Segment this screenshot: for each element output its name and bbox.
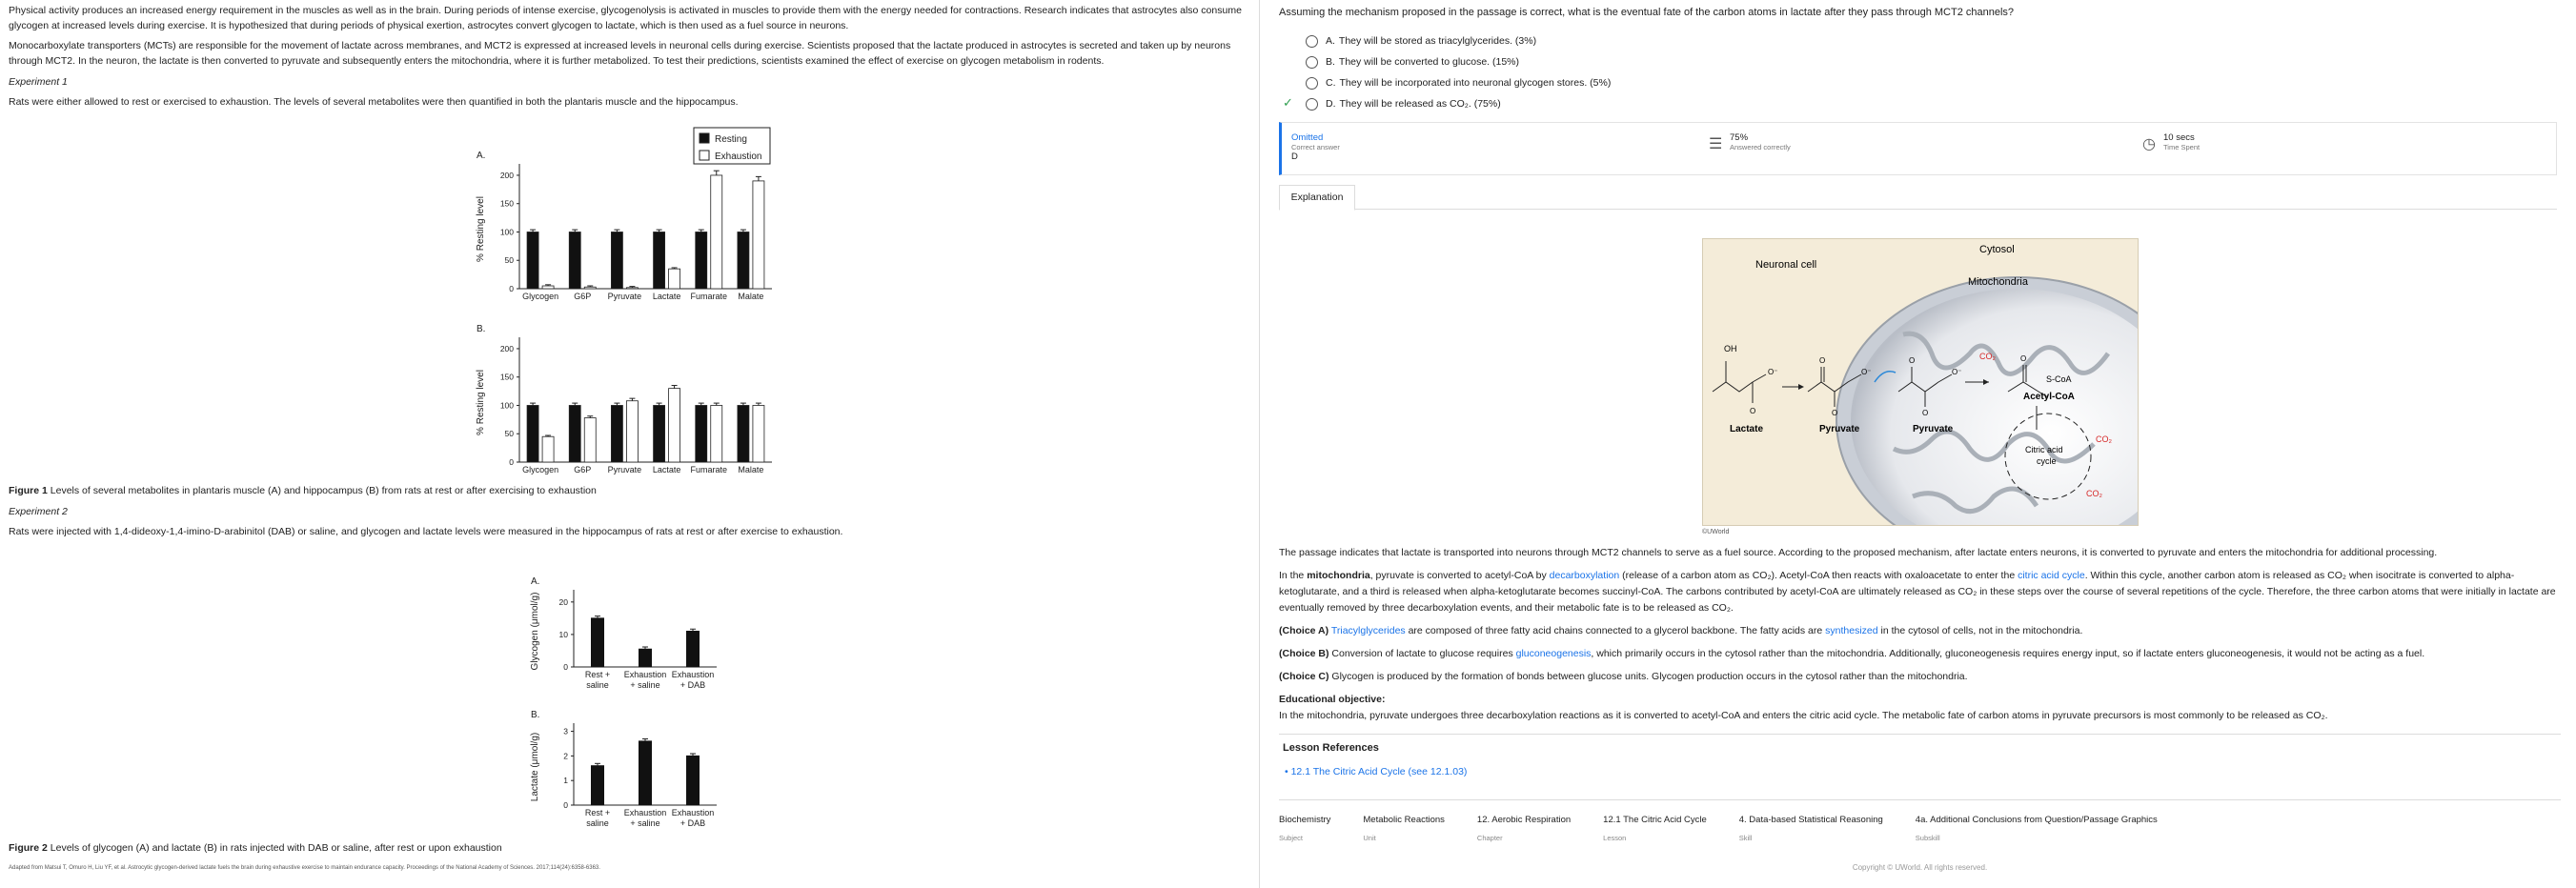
choice-text: D.: [1326, 98, 1336, 110]
bar-resting: [611, 232, 622, 289]
legend-label: Exhaustion: [715, 151, 762, 162]
explanation-choice-c: (Choice C) Glycogen is produced by the formation of bonds between glucose units. Glycogen production occurs in the cytosol rather than the mitochondria.: [1279, 671, 1968, 682]
copyright: Copyright © UWorld. All rights reserved.: [1852, 863, 1988, 872]
y-tick-label: 200: [499, 343, 514, 353]
y-tick-label: 0: [563, 800, 568, 810]
figure-2-charts: [0, 548, 1239, 843]
x-tick-label: Malate: [738, 292, 764, 301]
y-tick-label: 50: [504, 255, 514, 266]
svg-text:O⁻: O⁻: [1952, 368, 1962, 376]
stat-omitted: Omitted Correct answer D: [1291, 132, 1340, 162]
radio-button[interactable]: [1306, 35, 1318, 48]
choice-text: A.: [1326, 35, 1335, 47]
experiment-2-text: Rats were injected with 1,4-dideoxy-1,4-imino-D-arabinitol (DAB) or saline, and glycogen and lactate levels were measured in the hippocampus of rats at rest or after exercise to exhaustion.: [9, 526, 843, 537]
y-tick-label: 2: [563, 751, 568, 761]
x-tick-label: Lactate: [652, 292, 681, 301]
bar-resting: [738, 405, 749, 462]
choice-label: They will be stored as triacylglycerides. (3%): [1338, 35, 1537, 47]
y-tick-label: 0: [563, 662, 568, 672]
experiment-1-heading: Experiment 1: [9, 76, 68, 88]
answer-choices: [1279, 30, 2557, 114]
bar-resting: [654, 232, 665, 289]
taxonomy-skill: 4. Data-based Statistical Reasoning Skill: [1738, 815, 1883, 842]
stats-bar: [1279, 122, 2557, 175]
svg-text:OH: OH: [1724, 344, 1737, 353]
x-tick-label: Pyruvate: [607, 292, 642, 301]
panel-label: A.: [477, 151, 486, 161]
bar-resting: [696, 405, 707, 462]
explanation-figure: [1702, 238, 2139, 526]
tab-bar: [1279, 185, 2557, 210]
svg-text:O⁻: O⁻: [1768, 368, 1778, 376]
separator: [1279, 734, 2561, 735]
y-axis-label: Glycogen (μmol/g): [530, 592, 540, 671]
label-neuronal-cell: Neuronal cell: [1755, 259, 1817, 271]
link-synthesized[interactable]: synthesized: [1825, 625, 1878, 636]
x-tick-label: saline: [586, 680, 609, 690]
bar-chart-icon: ☰: [1709, 136, 1723, 152]
explanation-text: [1279, 545, 2561, 876]
label-co2-3: CO₂: [2086, 489, 2102, 498]
bar-exhaustion: [753, 181, 764, 289]
y-tick-label: 20: [558, 596, 568, 607]
bar: [687, 632, 700, 668]
x-tick-label: + saline: [630, 680, 660, 690]
bar: [639, 741, 652, 805]
label-cytosol: Cytosol: [1979, 244, 2015, 255]
answer-choice-d[interactable]: [1279, 93, 2557, 114]
label-scoa: S-CoA: [2046, 374, 2072, 384]
clock-icon: ◷: [2142, 136, 2156, 152]
taxonomy-subskill: 4a. Additional Conclusions from Question/Passage Graphics Subskill: [1915, 815, 2158, 842]
bar-resting: [611, 405, 622, 462]
label-lactate: Lactate: [1730, 424, 1764, 434]
bar-exhaustion: [626, 288, 638, 289]
y-tick-label: 0: [509, 284, 514, 293]
bar: [639, 649, 652, 667]
svg-text:O: O: [1750, 407, 1756, 415]
uworld-watermark: ©UWorld: [1702, 529, 1730, 535]
lesson-reference-link[interactable]: • 12.1 The Citric Acid Cycle (see 12.1.03): [1285, 766, 1468, 777]
taxonomy-chapter: 12. Aerobic Respiration Chapter: [1476, 815, 1572, 842]
x-tick-label: saline: [586, 818, 609, 828]
bar-resting: [569, 232, 580, 289]
bar-exhaustion: [626, 401, 638, 462]
bar-exhaustion: [584, 287, 596, 289]
choice-label: They will be incorporated into neuronal glycogen stores. (5%): [1339, 77, 1612, 89]
legend-swatch: [700, 133, 709, 143]
svg-text:O: O: [2020, 354, 2027, 363]
bar-resting: [569, 405, 580, 462]
y-tick-label: 0: [509, 457, 514, 467]
bar: [687, 756, 700, 805]
x-tick-label: + DAB: [679, 818, 706, 828]
stat-percent: ☰ 75% Answered correctly: [1709, 132, 1791, 152]
y-tick-label: 150: [499, 198, 514, 209]
figure-2-group: [530, 576, 717, 828]
label-mitochondria: Mitochondria: [1968, 276, 2028, 288]
link-citric-acid-cycle[interactable]: citric acid cycle: [2018, 570, 2085, 581]
label-acetyl-coa: Acetyl-CoA: [2023, 392, 2075, 402]
y-tick-label: 10: [558, 629, 568, 639]
svg-text:O: O: [1909, 356, 1916, 365]
y-tick-label: 3: [563, 726, 568, 737]
x-tick-label: Exhaustion: [623, 670, 667, 679]
taxonomy-lesson: 12.1 The Citric Acid Cycle Lesson: [1603, 815, 1707, 842]
panel-label: B.: [531, 710, 540, 720]
explanation-choice-b: (Choice B) Conversion of lactate to glucose requires gluconeogenesis, which primarily occurs in the cytosol rather than the mitochondria. Additionally, gluconeogenesis requires energy input, so if lactate enters gluconeogenesis, it would not be acting as a fuel.: [1279, 648, 2425, 659]
x-tick-label: G6P: [574, 465, 592, 474]
x-tick-label: Pyruvate: [607, 465, 642, 474]
panel-divider: [1259, 0, 1260, 888]
passage-panel: [0, 0, 1258, 888]
x-tick-label: Exhaustion: [671, 808, 715, 817]
panel-label: B.: [477, 324, 486, 334]
choice-label: They will be converted to glucose. (15%): [1338, 56, 1520, 68]
x-tick-label: Glycogen: [522, 292, 559, 301]
figure-1-group: [476, 128, 772, 474]
panel-label: A.: [531, 576, 540, 587]
label-co2-1: CO₂: [1979, 352, 1996, 361]
answer-choice-b[interactable]: [1279, 51, 2557, 72]
svg-text:O: O: [1832, 409, 1838, 417]
label-citric: Citric acid: [2025, 445, 2063, 454]
bar-exhaustion: [711, 405, 722, 462]
figure-1-caption: Figure 1 Levels of several metabolites in plantaris muscle (A) and hippocampus (B) from rats at rest or after exercising to exhaustion: [9, 485, 597, 496]
mitochondria-diagram: [1703, 239, 2139, 526]
link-gluconeogenesis[interactable]: gluconeogenesis: [1515, 648, 1592, 659]
bar-exhaustion: [669, 269, 680, 289]
experiment-1-text: Rats were either allowed to rest or exercised to exhaustion. The levels of several metabolites were then quantified in both the plantaris muscle and the hippocampus.: [9, 96, 739, 108]
bar-exhaustion: [711, 175, 722, 289]
figure-1-charts: [0, 112, 1239, 474]
question-stem: Assuming the mechanism proposed in the passage is correct, what is the eventual fate of the carbon atoms in lactate after they pass through MCT2 channels?: [1279, 7, 2015, 18]
choice-text: C.: [1326, 77, 1336, 89]
radio-button[interactable]: [1306, 56, 1318, 69]
explanation-p2: In the mitochondria, pyruvate is converted to acetyl-CoA by decarboxylation (release of a carbon atom as CO₂). Acetyl-CoA then reacts with oxaloacetate to enter the citric acid cycle. Within this cycle, another carbon atom is released as CO₂ when isocitrate is converted to alpha-ketoglutarate, and a third is released when alpha-ketoglutarate becomes succinyl-CoA. The carbons contributed by acetyl-CoA are ultimately released as CO₂ in these steps over the course of several repetitions of the cycle. Therefore, the three carbon atoms that were initially in lactate are eventually removed by three decarboxylation events, and their metabolic fate is to be released as CO₂.: [1279, 570, 2556, 614]
x-tick-label: Fumarate: [690, 465, 728, 474]
y-tick-label: 100: [499, 400, 514, 411]
choice-label: They will be released as CO₂. (75%): [1339, 98, 1501, 110]
x-tick-label: Malate: [738, 465, 764, 474]
bar-exhaustion: [669, 389, 680, 462]
x-tick-label: G6P: [574, 292, 592, 301]
figure-2-caption: Figure 2 Levels of glycogen (A) and lactate (B) in rats injected with DAB or saline, after rest or upon exhaustion: [9, 842, 502, 854]
stat-time: ◷ 10 secs Time Spent: [2142, 132, 2201, 152]
y-tick-label: 200: [499, 170, 514, 180]
x-tick-label: + saline: [630, 818, 660, 828]
x-tick-label: Lactate: [652, 465, 681, 474]
bar-resting: [696, 232, 707, 289]
bar-exhaustion: [542, 436, 554, 462]
explanation-p1: The passage indicates that lactate is transported into neurons through MCT2 channels to serve as a fuel source. According to the proposed mechanism, after lactate enters neurons, it is converted to pyruvate and enters the mitochondria for additional processing.: [1279, 547, 2438, 558]
explanation-choice-a: (Choice A) Triacylglycerides are composed of three fatty acid chains connected to a glycerol backbone. The fatty acids are synthesized in the cytosol of cells, not in the mitochondria.: [1279, 625, 2083, 636]
svg-text:O: O: [1819, 356, 1826, 365]
x-tick-label: Rest +: [584, 670, 611, 679]
link-decarboxylation[interactable]: decarboxylation: [1549, 570, 1620, 581]
passage-paragraph-2: Monocarboxylate transporters (MCTs) are responsible for the movement of lactate across membranes, and MCT2 is expressed at increased levels in neuronal cells during exercise. Scientists proposed that the lactate produced in astrocytes is secreted and taken up by neurons through MCT2. In the neuron, the lactate is then converted to pyruvate and subsequently enters the mitochondria, where it is further metabolized. To test their predictions, scientists examined the effect of exercise on glycogen metabolism in rodents.: [9, 40, 1231, 67]
label-cycle: cycle: [2037, 456, 2057, 466]
taxonomy-subject: Biochemistry Subject: [1279, 815, 1331, 842]
bar-resting: [738, 232, 749, 289]
label-pyruvate-1: Pyruvate: [1819, 424, 1860, 434]
label-pyruvate-2: Pyruvate: [1913, 424, 1954, 434]
y-tick-label: 100: [499, 227, 514, 237]
citation: Adapted from Matsui T, Omuro H, Liu YF, et al. Astrocytic glycogen-derived lactate fuels the brain during exhaustive exercise to maintain endurance capacity. Proceedings of the National Academy of Sciences. 2017;114(24):6358-6363.: [9, 865, 600, 871]
radio-button[interactable]: [1306, 77, 1318, 90]
y-tick-label: 150: [499, 372, 514, 382]
question-panel: [1268, 0, 2568, 888]
bar: [592, 618, 604, 667]
bar-exhaustion: [753, 405, 764, 462]
legend-label: Resting: [715, 134, 747, 145]
label-co2-2: CO₂: [2096, 434, 2112, 444]
radio-button[interactable]: [1306, 98, 1318, 111]
y-axis-label: Lactate (μmol/g): [530, 732, 540, 802]
choice-text: B.: [1326, 56, 1335, 68]
bar-exhaustion: [584, 418, 596, 462]
lesson-references-title: Lesson References: [1283, 742, 1379, 754]
x-tick-label: Fumarate: [690, 292, 728, 301]
bar-exhaustion: [542, 286, 554, 289]
legend-swatch: [700, 151, 709, 160]
taxonomy-unit: Metabolic Reactions Unit: [1363, 815, 1445, 842]
answer-choice-a[interactable]: [1279, 30, 2557, 51]
y-tick-label: 50: [504, 429, 514, 439]
y-axis-label: % Resting level: [476, 370, 486, 435]
check-icon: ✓: [1283, 95, 1293, 110]
svg-text:O⁻: O⁻: [1861, 368, 1872, 376]
x-tick-label: Glycogen: [522, 465, 559, 474]
bar-resting: [527, 405, 538, 462]
x-tick-label: Exhaustion: [623, 808, 667, 817]
answer-choice-c[interactable]: [1279, 72, 2557, 93]
svg-text:O: O: [1922, 409, 1929, 417]
y-axis-label: % Resting level: [476, 196, 486, 262]
tab-explanation[interactable]: Explanation: [1279, 185, 1355, 211]
educational-objective-text: In the mitochondria, pyruvate undergoes three decarboxylation reactions as it is converted to acetyl-CoA and enters the citric acid cycle. The metabolic fate of carbon atoms in pyruvate precursors is most commonly to be released as CO₂.: [1279, 710, 2328, 721]
y-tick-label: 1: [563, 776, 568, 786]
x-tick-label: Rest +: [584, 808, 611, 817]
educational-objective-title: Educational objective:: [1279, 694, 1386, 705]
taxonomy-row: [1279, 799, 2561, 846]
bar-resting: [654, 405, 665, 462]
passage-paragraph-1: Physical activity produces an increased energy requirement in the muscles as well as in the brain. During periods of intense exercise, glycogenolysis is activated in muscles to provide them with the energy needed for contractions. Research indicates that astrocytes also consume glycogen at increased levels during exercise. It is hypothesized that during periods of physical exertion, astrocytes convert glycogen to lactate, which is then used as a fuel source in neurons.: [9, 5, 1242, 31]
bar: [592, 766, 604, 805]
x-tick-label: + DAB: [679, 680, 706, 690]
x-tick-label: Exhaustion: [671, 670, 715, 679]
experiment-2-heading: Experiment 2: [9, 506, 68, 517]
bar-resting: [527, 232, 538, 289]
link-triacylglycerides[interactable]: Triacylglycerides: [1330, 625, 1406, 636]
